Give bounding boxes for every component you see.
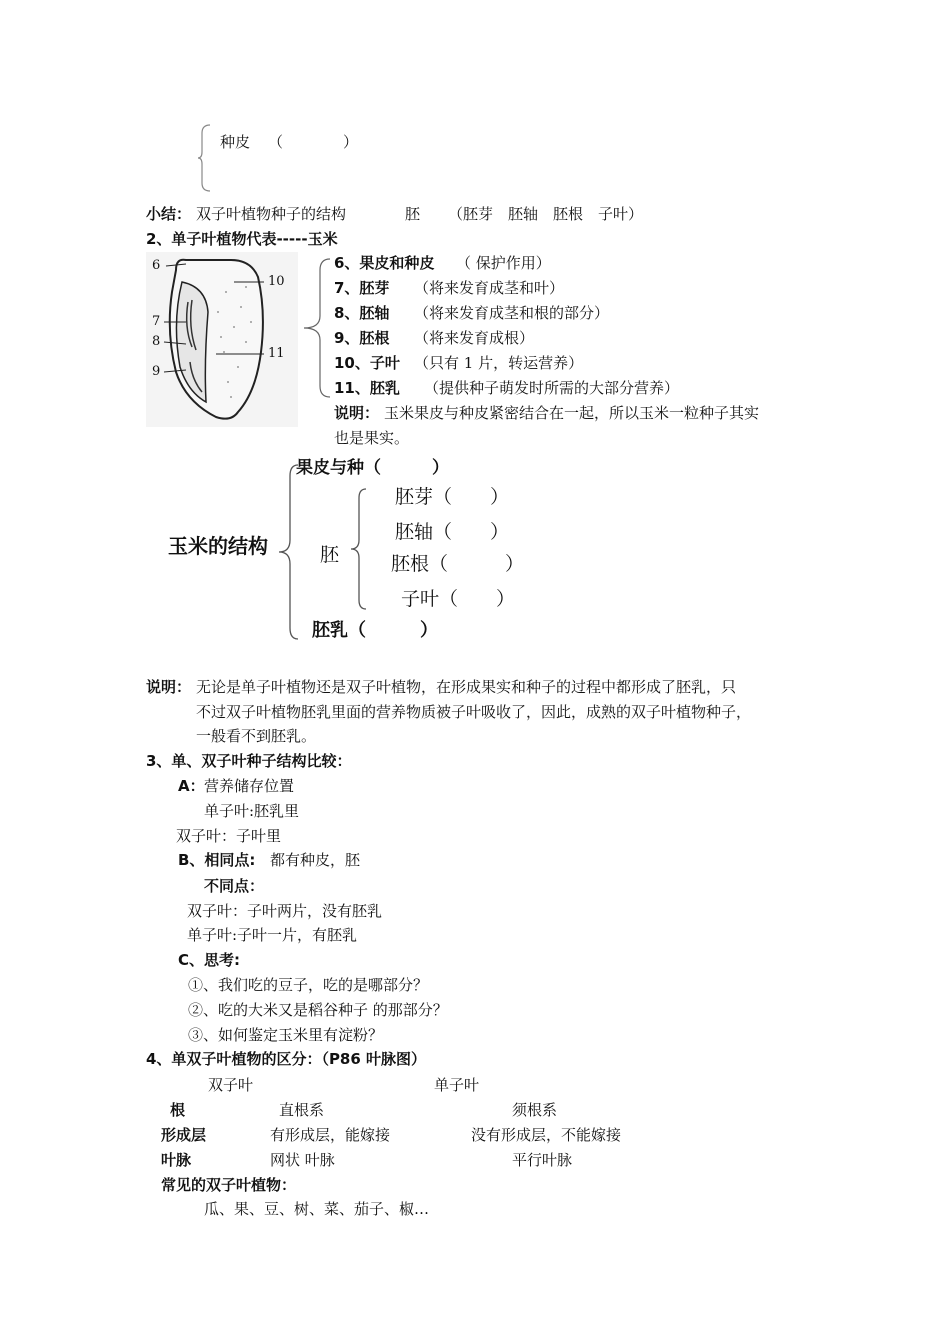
embryo-sub-item: 胚芽（ ） — [395, 486, 510, 508]
common-dicots-label: 常见的双子叶植物： — [161, 1176, 297, 1194]
corn-part-name: 7、胚芽 — [334, 279, 390, 297]
corn-structure-title: 玉米的结构 — [168, 534, 268, 558]
seed-coat-label: 种皮 — [220, 133, 251, 151]
row-monocot: 平行叶脉 — [512, 1151, 573, 1169]
figure-label-6: 6 — [152, 258, 161, 273]
think-question: ②、吃的大米又是稻谷种子 的那部分？ — [188, 1001, 448, 1019]
embryo-sub-item: 胚根（ ） — [391, 553, 525, 575]
storage-label: A： — [178, 777, 205, 795]
embryo-brace — [350, 488, 368, 610]
corn-part-name: 8、胚轴 — [334, 304, 390, 322]
corn-parts-brace — [302, 258, 332, 398]
figure-label-11: 11 — [268, 346, 285, 361]
row-dicot: 有形成层，能嫁接 — [270, 1126, 391, 1144]
row-monocot: 须根系 — [512, 1101, 558, 1119]
similarity-text: 都有种皮，胚 — [270, 851, 361, 869]
note-1-line-2: 也是果实。 — [334, 429, 410, 447]
figure-label-10: 10 — [268, 274, 285, 289]
row-label: 根 — [170, 1101, 186, 1119]
corn-part-name: 6、果皮和种皮 — [334, 254, 435, 272]
endosperm-blank: 胚乳（ ） — [312, 620, 438, 641]
corn-seed-diagram — [146, 252, 298, 427]
figure-label-9: 9 — [152, 364, 161, 379]
difference-label: 不同点： — [204, 877, 265, 895]
note-1-line-1: 玉米果皮与种皮紧密结合在一起，所以玉米一粒种子其实 — [384, 404, 760, 422]
corn-part-name: 10、子叶 — [334, 354, 400, 372]
corn-part-desc: （ 保护作用） — [456, 254, 551, 272]
pericarp-blank: 果皮与种（ ） — [296, 458, 449, 478]
section-4-heading: 4、单双子叶植物的区分：（P86 叶脉图） — [146, 1050, 427, 1068]
corn-part-desc: （提供种子萌发时所需的大部分营养） — [424, 379, 680, 397]
figure-label-7: 7 — [152, 314, 161, 329]
seed-coat-blank: （ ） — [268, 133, 359, 151]
storage-text: 营养储存位置 — [204, 777, 295, 795]
summary-text: 双子叶植物种子的结构 — [196, 205, 347, 223]
summary-label: 小结： — [146, 205, 192, 223]
row-label: 形成层 — [161, 1126, 207, 1144]
section-3-heading: 3、单、双子叶种子结构比较： — [146, 752, 352, 770]
difference-mono: 单子叶:子叶一片，有胚乳 — [187, 926, 358, 944]
section-2-heading: 2、单子叶植物代表-----玉米 — [146, 230, 338, 248]
row-dicot: 直根系 — [279, 1101, 325, 1119]
think-label: C、思考: — [178, 951, 241, 969]
embryo-label: 胚 — [320, 544, 340, 566]
corn-part-desc: （只有 1 片，转运营养） — [414, 354, 584, 372]
corn-part-name: 9、胚根 — [334, 329, 390, 347]
note-2-line-1: 无论是单子叶植物还是双子叶植物，在形成果实和种子的过程中都形成了胚乳，只 — [196, 678, 737, 696]
common-dicots-text: 瓜、果、豆、树、菜、茄子、椒… — [204, 1200, 430, 1218]
embryo-sub-item: 子叶（ ） — [401, 588, 516, 610]
corn-part-name: 11、胚乳 — [334, 379, 400, 397]
column-dicot: 双子叶 — [208, 1076, 254, 1094]
storage-mono: 单子叶:胚乳里 — [204, 802, 300, 820]
storage-di: 双子叶：子叶里 — [176, 827, 282, 845]
corn-part-desc: （将来发育成根） — [414, 329, 535, 347]
row-monocot: 没有形成层，不能嫁接 — [471, 1126, 622, 1144]
summary-parts: （胚芽 胚轴 胚根 子叶） — [448, 205, 644, 223]
note-2-label: 说明： — [146, 678, 192, 696]
think-question: ③、如何鉴定玉米里有淀粉？ — [188, 1026, 384, 1044]
row-dicot: 网状 叶脉 — [270, 1151, 335, 1169]
difference-di: 双子叶：子叶两片，没有胚乳 — [187, 902, 383, 920]
corn-structure-brace — [278, 464, 300, 640]
top-brace — [198, 124, 212, 192]
corn-part-desc: （将来发育成茎和根的部分） — [414, 304, 610, 322]
note-2-line-2: 不过双子叶植物胚乳里面的营养物质被子叶吸收了，因此，成熟的双子叶植物种子， — [196, 703, 752, 721]
column-monocot: 单子叶 — [434, 1076, 480, 1094]
similarity-label: B、相同点: — [178, 851, 256, 869]
think-question: ①、我们吃的豆子，吃的是哪部分？ — [188, 976, 429, 994]
embryo-sub-item: 胚轴（ ） — [395, 521, 510, 543]
note-2-line-3: 一般看不到胚乳。 — [196, 727, 317, 745]
summary-embryo: 胚 — [405, 205, 421, 223]
note-1-label: 说明： — [334, 404, 380, 422]
corn-part-desc: （将来发育成茎和叶） — [414, 279, 565, 297]
row-label: 叶脉 — [161, 1151, 192, 1169]
figure-label-8: 8 — [152, 334, 161, 349]
